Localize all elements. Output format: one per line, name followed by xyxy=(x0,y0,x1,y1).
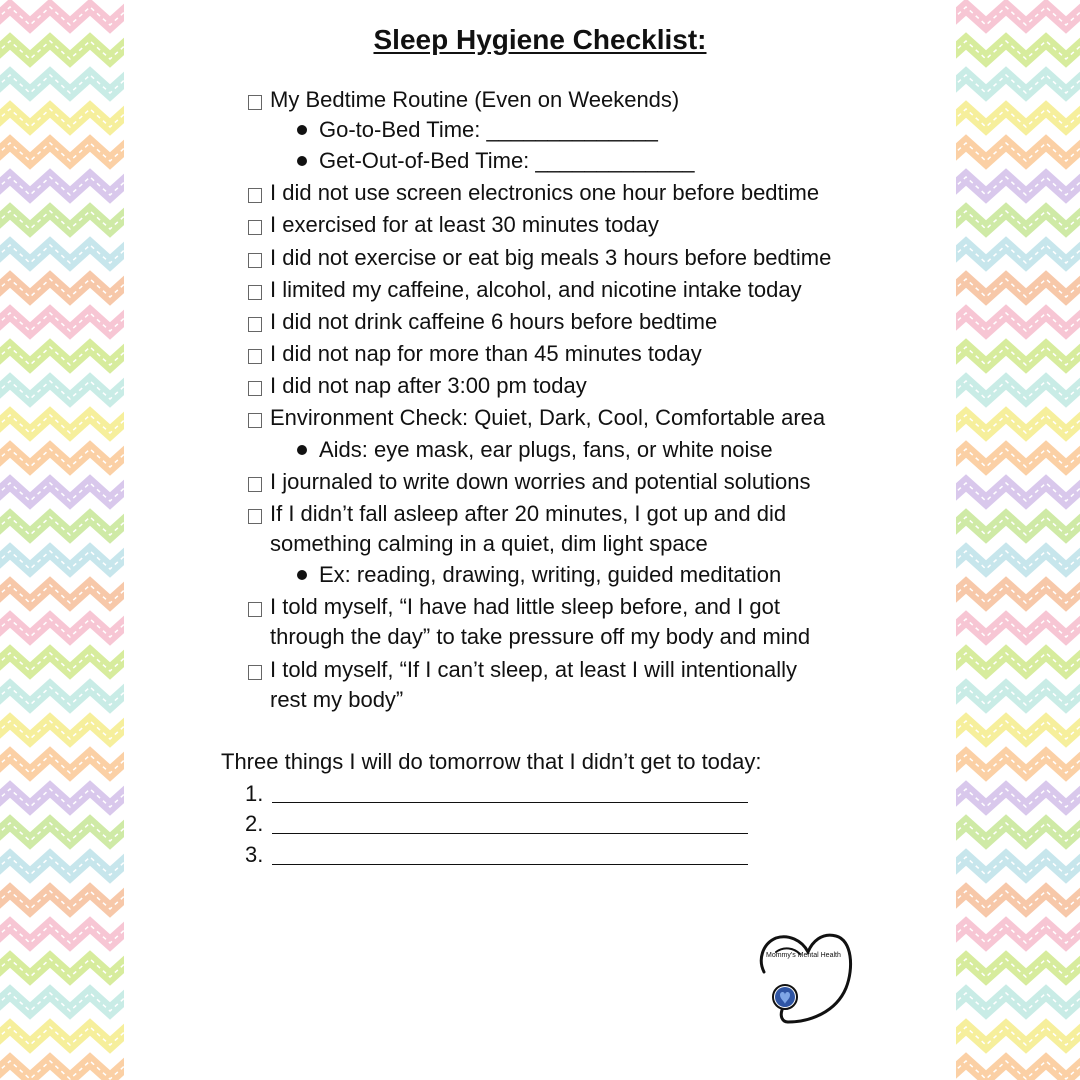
checklist-item-label: I told myself, “If I can’t sleep, at least I will intentionally xyxy=(270,657,798,682)
chevron-stripe xyxy=(0,347,124,365)
checklist-page xyxy=(150,0,930,1080)
checklist-item-label-continued: through the day” to take pressure off my body and mind xyxy=(270,624,811,649)
aids-note: Aids: eye mask, ear plugs, fans, or white noise xyxy=(319,437,773,462)
chevron-stripe xyxy=(0,517,124,535)
chevron-stripe xyxy=(956,755,1080,773)
chevron-stripe xyxy=(956,551,1080,569)
chevron-stripe xyxy=(0,721,124,739)
chevron-stripe xyxy=(0,177,124,195)
wake-time-field-label: Get-Out-of-Bed Time: _____________ xyxy=(319,148,695,173)
chevron-stripe xyxy=(0,483,124,501)
chevron-stripe xyxy=(0,449,124,467)
chevron-stripe xyxy=(956,1061,1080,1079)
chevron-stripe xyxy=(0,109,124,127)
chevron-stripe xyxy=(0,279,124,297)
checklist-item-label-continued: rest my body” xyxy=(270,687,404,712)
chevron-stripe xyxy=(0,143,124,161)
checklist-item-label: Environment Check: Quiet, Dark, Cool, Comfortable area xyxy=(270,405,826,430)
chevron-stripe xyxy=(956,721,1080,739)
chevron-stripe xyxy=(956,347,1080,365)
chevron-stripe xyxy=(956,823,1080,841)
chevron-stripe xyxy=(0,823,124,841)
checkbox[interactable] xyxy=(248,285,262,300)
chevron-stripe xyxy=(0,959,124,977)
tomorrow-line-2[interactable] xyxy=(272,833,748,834)
chevron-stripe xyxy=(0,75,124,93)
chevron-stripe xyxy=(0,585,124,603)
chevron-stripe xyxy=(956,313,1080,331)
chevron-stripe xyxy=(956,585,1080,603)
chevron-stripe xyxy=(0,755,124,773)
examples-note: Ex: reading, drawing, writing, guided meditation xyxy=(319,562,782,587)
chevron-stripe xyxy=(956,483,1080,501)
chevron-stripe xyxy=(956,789,1080,807)
chevron-stripe xyxy=(956,891,1080,909)
chevron-stripe xyxy=(0,653,124,671)
checkbox[interactable] xyxy=(248,349,262,364)
right-chevron-border xyxy=(956,0,1080,1080)
chevron-stripe xyxy=(956,41,1080,59)
checkbox[interactable] xyxy=(248,317,262,332)
logo-caption: Mommy's Mental Health xyxy=(766,952,841,959)
checklist-item-label: I did not use screen electronics one hour before bedtime xyxy=(270,180,820,205)
checklist-item-label: I journaled to write down worries and potential solutions xyxy=(270,469,811,494)
tomorrow-line-1[interactable] xyxy=(272,802,748,803)
chevron-stripe xyxy=(0,381,124,399)
chevron-stripe xyxy=(956,959,1080,977)
list-number: 3. xyxy=(245,842,264,867)
chevron-stripe xyxy=(0,211,124,229)
checkbox[interactable] xyxy=(248,381,262,396)
checkbox[interactable] xyxy=(248,509,262,524)
chevron-stripe xyxy=(0,415,124,433)
checklist-item-label: I exercised for at least 30 minutes today xyxy=(270,212,659,237)
chevron-stripe xyxy=(956,211,1080,229)
chevron-stripe xyxy=(956,7,1080,25)
page-title: Sleep Hygiene Checklist: xyxy=(373,24,707,55)
chevron-pattern xyxy=(0,0,124,1080)
checkbox[interactable] xyxy=(248,477,262,492)
chevron-stripe xyxy=(956,279,1080,297)
chevron-stripe xyxy=(956,857,1080,875)
checkbox[interactable] xyxy=(248,220,262,235)
list-number: 1. xyxy=(245,781,264,806)
checklist-item-label: I did not nap after 3:00 pm today xyxy=(270,373,587,398)
chevron-stripe xyxy=(956,449,1080,467)
checkbox[interactable] xyxy=(248,253,262,268)
chevron-stripe xyxy=(956,109,1080,127)
chevron-stripe xyxy=(956,245,1080,263)
chevron-stripe xyxy=(0,789,124,807)
checkbox[interactable] xyxy=(248,602,262,617)
checklist-item-label: My Bedtime Routine (Even on Weekends) xyxy=(270,87,680,112)
chevron-stripe xyxy=(0,891,124,909)
chevron-stripe xyxy=(0,313,124,331)
checkbox[interactable] xyxy=(248,188,262,203)
chevron-stripe xyxy=(0,619,124,637)
chevron-stripe xyxy=(956,1027,1080,1045)
chevron-stripe xyxy=(0,41,124,59)
chevron-stripe xyxy=(956,415,1080,433)
chevron-pattern xyxy=(956,0,1080,1080)
chevron-stripe xyxy=(956,925,1080,943)
checkbox[interactable] xyxy=(248,413,262,428)
checklist-item-label: If I didn’t fall asleep after 20 minutes, I got up and did xyxy=(270,501,787,526)
chevron-stripe xyxy=(956,687,1080,705)
chevron-stripe xyxy=(0,7,124,25)
chevron-stripe xyxy=(956,381,1080,399)
chevron-stripe xyxy=(0,687,124,705)
checklist-item-label: I told myself, “I have had little sleep before, and I got xyxy=(270,594,780,619)
chevron-stripe xyxy=(956,653,1080,671)
chevron-stripe xyxy=(0,1027,124,1045)
left-chevron-border xyxy=(0,0,124,1080)
chevron-stripe xyxy=(956,143,1080,161)
tomorrow-line-3[interactable] xyxy=(272,864,748,865)
chevron-stripe xyxy=(0,857,124,875)
heart-logo-icon xyxy=(758,930,858,1030)
checklist-item-label: I did not nap for more than 45 minutes today xyxy=(270,341,702,366)
checkbox[interactable] xyxy=(248,665,262,680)
chevron-stripe xyxy=(0,993,124,1011)
list-number: 2. xyxy=(245,811,264,836)
bullet-icon xyxy=(297,156,307,166)
chevron-stripe xyxy=(956,619,1080,637)
bedtime-field-label: Go-to-Bed Time: ______________ xyxy=(319,117,658,142)
chevron-stripe xyxy=(0,245,124,263)
chevron-stripe xyxy=(956,517,1080,535)
chevron-stripe xyxy=(956,993,1080,1011)
checkbox[interactable] xyxy=(248,95,262,110)
bullet-icon xyxy=(297,125,307,135)
checklist-item-label: I did not exercise or eat big meals 3 hours before bedtime xyxy=(270,245,832,270)
checklist-item-label: I did not drink caffeine 6 hours before bedtime xyxy=(270,309,718,334)
chevron-stripe xyxy=(0,1061,124,1079)
checklist-item-label-continued: something calming in a quiet, dim light space xyxy=(270,531,708,556)
chevron-stripe xyxy=(0,551,124,569)
chevron-stripe xyxy=(0,925,124,943)
bullet-icon xyxy=(297,570,307,580)
tomorrow-heading: Three things I will do tomorrow that I didn’t get to today: xyxy=(221,749,762,774)
mommys-mental-health-logo xyxy=(758,930,858,1030)
checklist-item-label: I limited my caffeine, alcohol, and nicotine intake today xyxy=(270,277,802,302)
chevron-stripe xyxy=(956,75,1080,93)
bullet-icon xyxy=(297,445,307,455)
chevron-stripe xyxy=(956,177,1080,195)
